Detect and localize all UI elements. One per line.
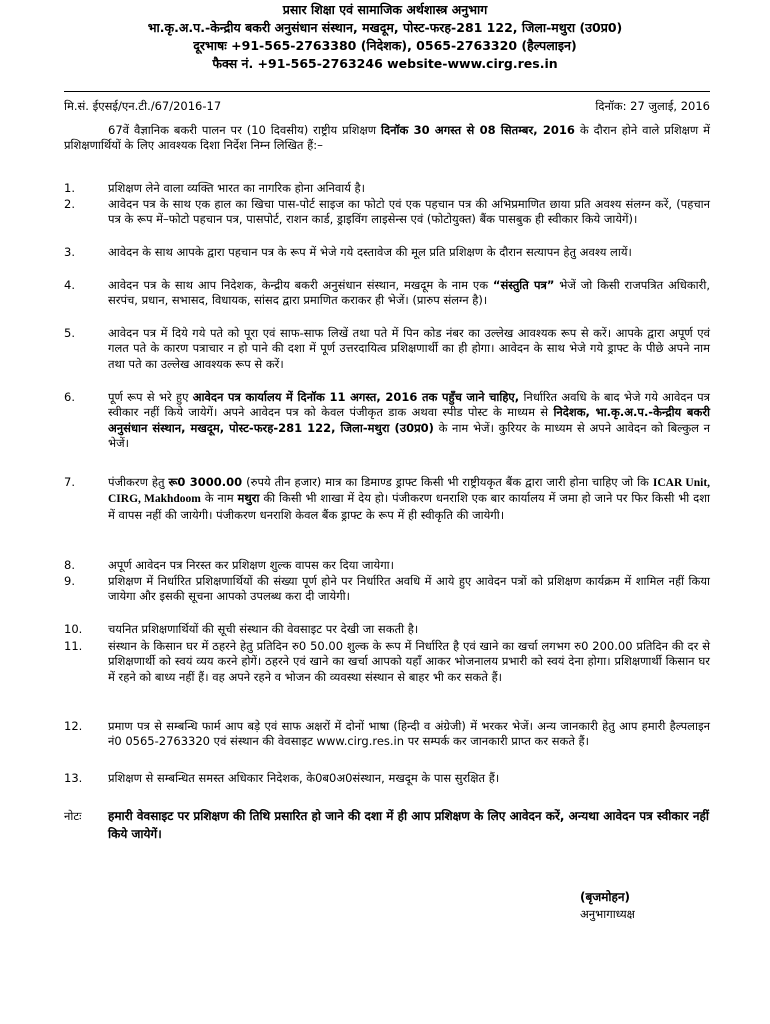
note-text: हमारी वेवसाइट पर प्रशिक्षण की तिथि प्रसारित हो जाने की दशा में ही आप प्रशिक्षण के लिए आवेदन करें, अन्यथा आवेदन पत्र स्वीकार नहीं किये जायेगें। xyxy=(108,809,709,841)
list-item: 13. प्रशिक्षण से सम्बन्धित समस्त अधिकार निदेशक, के0ब0अ0संस्थान, मखदूम के पास सुरक्षित हैं। xyxy=(64,771,500,785)
signatory-name: (बृजमोहन) xyxy=(580,890,631,904)
list-item: 4. आवेदन पत्र के साथ आप निदेशक, केन्द्रीय बकरी अनुसंधान संस्थान, मखदूम के नाम एक “संस्तुति पत्र” भेजें जो किसी राजपत्रित अधिकारी, सरपंच, प्रधान, सभासद, विधायक, सांसद द्वारा प्रमाणित कराकर ही भेजें। (प्रारुप संलग्न है)। xyxy=(64,278,710,308)
list-item: 12. प्रमाण पत्र से सम्बन्धि फार्म आप बड़े एवं साफ अक्षरों में दोनों भाषा (हिन्दी व अंग्रेजी) में भरकर भेजें। अन्य जानकारी हेतु आप हमारी हैल्पलाइन नं0 0565-2763320 एवं संस्थान की वेवसाइट www.cirg.res.in पर सम्पर्क कर जानकारी प्राप्त कर सकते हैं। xyxy=(64,719,710,749)
list-item: 3. आवेदन के साथ आपके द्वारा पहचान पत्र के रूप में भेजे गये दस्तावेज की मूल प्रति प्रशिक्षण के दौरान सत्यापन हेतु अवश्य लायें। xyxy=(64,245,632,259)
list-item: 1. प्रशिक्षण लेने वाला व्यक्ति भारत का नागरिक होना अनिवार्य है। xyxy=(64,181,366,195)
intro-text-cont: के दौरान होने वाले प्रशिक्षण में प्रशिक्षणार्थियों के लिए आवश्यक दिशा निर्देश निम्न लिखित हैं:– xyxy=(64,123,711,153)
list-item: 6. पूर्ण रूप से भरे हुए आवेदन पत्र कार्यालय में दिनॉक 11 अगस्त, 2016 तक पहुँच जाने चाहिए, निर्धारित अवधि के बाद भेजे गये आवेदन पत्र स्वीकार नहीं किये जायेगें। अपने आवेदन पत्र को केवल पंजीकृत डाक अथवा स्पीड पोस्ट के माध्यम से निदेशक, भा.कृ.अ.प.-केन्द्रीय बकरी अनुसंधान संस्थान, मखदूम, पोस्ट-फरह-281 122, जिला-मथुरा (उ0प्र0) के नाम भेजें। कुरियर के माध्यम से अपने आवेदन को बिल्कुल न भेजें। xyxy=(64,390,711,451)
note-label: नोटः xyxy=(64,809,82,823)
list-item: 2. आवेदन पत्र के साथ एक हाल का खिचा पास-पोर्ट साइज का फोटो एवं एक पहचान पत्र की अभिप्रमाणित छाया प्रति अवश्य संलग्न करें, (पहचान पत्र के रूप में–फोटो पहचान पत्र, पासपोर्ट, राशन कार्ड, ड्राइविंग लाइसेन्स एवं (फोटोयुक्त) बैंक पासबुक ही स्वीकार किये जायेगें)। xyxy=(64,197,710,227)
reference-number: मि.सं. ईएसई/एन.टी./67/2016-17 xyxy=(64,99,222,113)
deadline: आवेदन पत्र कार्यालय में दिनॉक 11 अगस्त, 2016 तक पहुँच जाने चाहिए, xyxy=(192,390,520,404)
institute-address: भा.कृ.अ.प.-केन्द्रीय बकरी अनुसंधान संस्थान, मखदूम, पोस्ट-फरह-281 122, जिला-मथुरा (उ0प्र0) xyxy=(147,20,623,35)
list-item: 7. पंजीकरण हेतु रू0 3000.00 (रुपये तीन हजार) मात्र का डिमाण्ड ड्राफ्ट किसी भी राष्ट्रीयकृत बैंक द्वारा जारी होना चाहिए जो कि ICAR Unit, CIRG, Makhdoom के नाम मथुरा की किसी भी शाखा में देय हो। पंजीकरण धनराशि एक बार कार्यालय में जमा हो जाने पर फिर किसी भी दशा में वापस नहीं की जायेगी। पंजीकरण धनराशि केवल बैंक ड्राफ्ट के रूप में ही स्वीकृति की जायेगी। xyxy=(64,475,711,522)
recommendation-letter: “संस्तुति पत्र” xyxy=(492,278,555,292)
list-item: 10. चयनित प्रशिक्षणार्थियों की सूची संस्थान की वेवसाइट पर देखी जा सकती है। xyxy=(64,622,419,636)
training-dates: दिनॉक 30 अगस्त से 08 सितम्बर, 2016 xyxy=(381,123,575,137)
intro-text: 67वें वैज्ञानिक बकरी पालन पर (10 दिवसीय) राष्ट्रीय प्रशिक्षण xyxy=(108,123,377,137)
letter-date: दिनॉक: 27 जुलाई, 2016 xyxy=(595,99,710,113)
payable-city: मथुरा xyxy=(237,491,260,506)
list-item: 5. आवेदन पत्र में दिये गये पते को पूरा एवं साफ-साफ लिखें तथा पते में पिन कोड नंबर का उल्लेख आवश्यक रूप से करें। आपके द्वारा अपूर्ण एवं गलत पते के कारण पत्राचार न हो पाने की दशा में पूर्ण उत्तरदायित्व प्रशिक्षणार्थी का ही होगा। आवेदन के साथ भेजे गये ड्राफ्ट के पीछे अपने नाम तथा पते का उल्लेख आवश्यक रूप से करें। xyxy=(64,326,710,371)
list-item: 9. प्रशिक्षण में निर्धारित प्रशिक्षणार्थियों की संख्या पूर्ण होने पर निर्धारित अवधि में आये हुए आवेदन पत्रों को प्रशिक्षण कार्यक्रम में शामिल नहीं किया जायेगा और इसकी सूचना आपको उपलब्ध करा दी जायेगी। xyxy=(64,574,710,604)
header-divider xyxy=(64,91,710,92)
fax-website-line: फैक्स नं. +91-565-2763246 website-www.cirg.res.in xyxy=(212,56,558,71)
section-name: प्रसार शिक्षा एवं सामाजिक अर्थशास्त्र अनुभाग xyxy=(282,2,488,17)
payee-name: ICAR Unit, CIRG, Makhdoom xyxy=(108,477,711,506)
note-block xyxy=(64,807,714,843)
intro-paragraph xyxy=(64,123,710,154)
list-item: 11. संस्थान के किसान घर में ठहरने हेतु प्रतिदिन रु0 50.00 शुल्क के रूप में निर्धारित है एवं खाने का खर्चा लगभग रु0 200.00 प्रतिदिन की दर से प्रशिक्षणार्थी को स्वयं व्यय करने होगें। ठहरने एवं खाने का खर्चा आपको यहॉं आकर भोजनालय प्रभारी को स्वयं देना होगा। प्रशिक्षणार्थी किसान घर में रहने को बाध्य नहीं हैं। वह अपने रहने व भोजन की व्यवस्था संस्थान से बाहर भी कर सकते हैं। xyxy=(64,639,710,684)
postal-address: निदेशक, भा.कृ.अ.प.-केन्द्रीय बकरी अनुसंधान संस्थान, मखदूम, पोस्ट-फरह-281 122, जिला-मथुरा (उ0प्र0) xyxy=(108,405,710,435)
list-item: 8. अपूर्ण आवेदन पत्र निरस्त कर प्रशिक्षण शुल्क वापस कर दिया जायेगा। xyxy=(64,558,395,572)
signatory-title: अनुभागाध्यक्ष xyxy=(580,907,635,921)
phone-line: दूरभाषः +91-565-2763380 (निदेशक), 0565-2763320 (हैल्पलाइन) xyxy=(193,38,577,53)
registration-fee: रू0 3000.00 xyxy=(168,475,243,489)
